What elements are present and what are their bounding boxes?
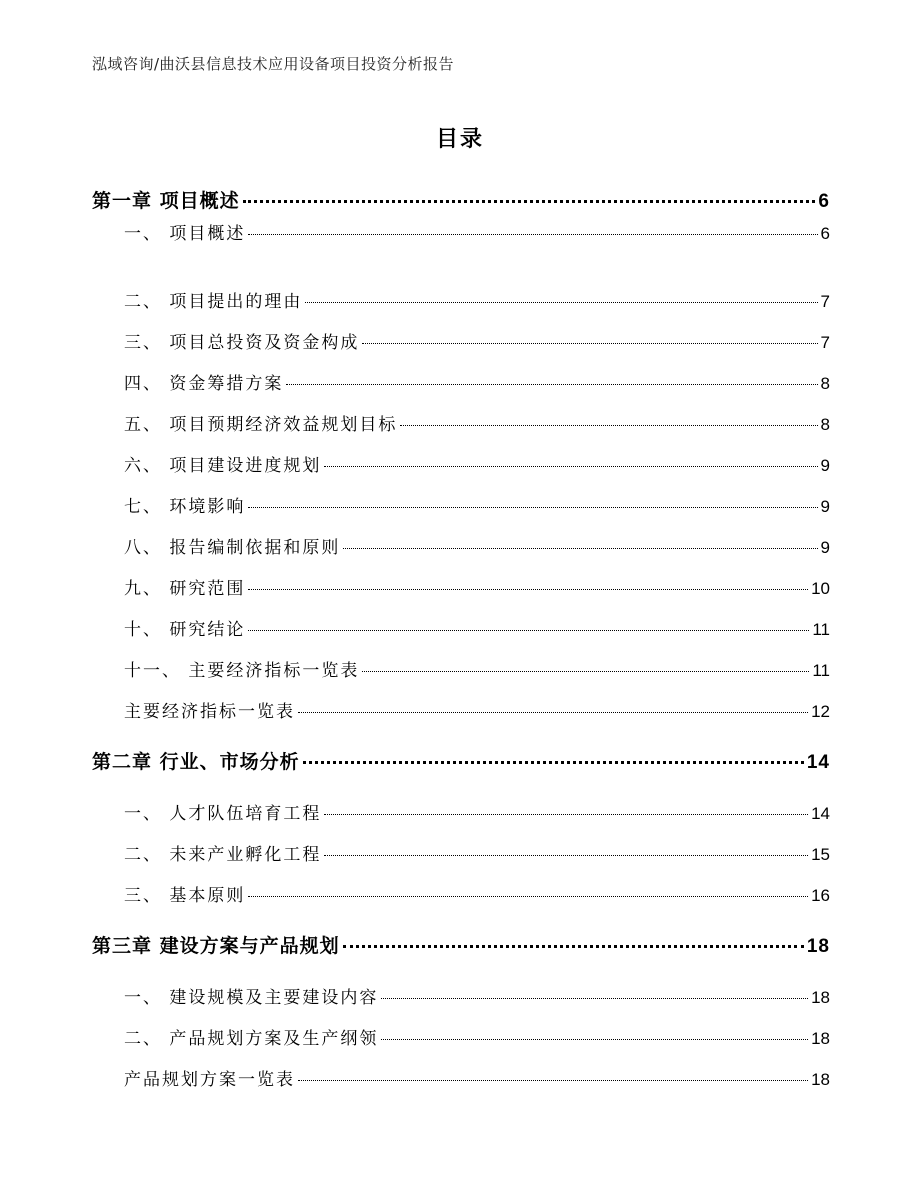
toc-page-number: 11 — [812, 620, 830, 639]
toc-leader-dots — [243, 199, 816, 203]
toc-leader-dots — [343, 547, 817, 549]
toc-page-number: 12 — [811, 702, 830, 721]
toc-page-number: 11 — [812, 661, 830, 680]
toc-page-number: 10 — [811, 579, 830, 598]
toc-page-number: 16 — [811, 886, 830, 905]
toc-leader-dots — [324, 854, 808, 856]
toc-entry-label: 一、 人才队伍培育工程 — [124, 804, 322, 824]
toc-page-number: 7 — [820, 333, 830, 352]
toc-section[interactable] — [124, 1065, 830, 1090]
toc-section[interactable] — [124, 369, 830, 394]
toc-chapter-2[interactable] — [92, 747, 830, 774]
toc-leader-dots — [248, 895, 808, 897]
toc-section[interactable] — [124, 219, 830, 244]
toc-leader-dots — [248, 629, 809, 631]
toc-leader-dots — [362, 342, 817, 344]
toc-entry-label: 第一章 项目概述 — [92, 190, 240, 212]
toc-section[interactable] — [124, 983, 830, 1008]
toc-leader-dots — [298, 711, 808, 713]
toc-section[interactable] — [124, 574, 830, 599]
toc-leader-dots — [248, 506, 817, 508]
toc-section[interactable] — [124, 533, 830, 558]
toc-page-number: 6 — [818, 191, 830, 212]
toc-page-number: 14 — [811, 804, 830, 823]
toc-entry-label: 三、 项目总投资及资金构成 — [124, 333, 360, 353]
toc-entry-label: 二、 未来产业孵化工程 — [124, 845, 322, 865]
toc-entry-label: 九、 研究范围 — [124, 579, 246, 599]
toc-leader-dots — [286, 383, 817, 385]
toc-leader-dots — [324, 465, 817, 467]
toc-page-number: 18 — [811, 1070, 830, 1089]
toc-leader-dots — [400, 424, 817, 426]
toc-entry-label: 三、 基本原则 — [124, 886, 246, 906]
toc-entry-label: 第二章 行业、市场分析 — [92, 751, 300, 773]
toc-page-number: 18 — [806, 936, 830, 957]
toc-section[interactable] — [124, 410, 830, 435]
toc-entry-label: 二、 项目提出的理由 — [124, 292, 303, 312]
toc-section[interactable] — [124, 328, 830, 353]
toc-section[interactable] — [124, 1024, 830, 1049]
toc-section[interactable] — [124, 656, 830, 681]
toc-entry-label: 一、 项目概述 — [124, 224, 246, 244]
toc-entry-label: 八、 报告编制依据和原则 — [124, 538, 341, 558]
toc-page-number: 9 — [820, 497, 830, 516]
toc-entry-label: 主要经济指标一览表 — [124, 702, 295, 722]
toc-page-number: 8 — [820, 415, 830, 434]
toc-page-number: 8 — [820, 374, 830, 393]
toc-leader-dots — [324, 813, 808, 815]
toc-page-number: 18 — [811, 1029, 830, 1048]
toc-entry-label: 六、 项目建设进度规划 — [124, 456, 322, 476]
toc-entry-label: 四、 资金筹措方案 — [124, 374, 284, 394]
toc-section[interactable] — [124, 615, 830, 640]
toc-section[interactable] — [124, 697, 830, 722]
toc-leader-dots — [362, 670, 809, 672]
toc-page-number: 9 — [820, 538, 830, 557]
toc-section[interactable] — [124, 287, 830, 312]
toc-entry-label: 七、 环境影响 — [124, 497, 246, 517]
toc-entry-label: 十、 研究结论 — [124, 620, 246, 640]
toc-entry-label: 第三章 建设方案与产品规划 — [92, 935, 340, 957]
toc-page-number: 9 — [820, 456, 830, 475]
toc-leader-dots — [381, 997, 808, 999]
toc-chapter-3[interactable] — [92, 931, 830, 958]
toc-leader-dots — [248, 233, 817, 235]
toc-leader-dots — [343, 944, 804, 948]
toc-leader-dots — [303, 760, 804, 764]
toc-entry-label: 产品规划方案一览表 — [124, 1070, 295, 1090]
toc-entry-label: 一、 建设规模及主要建设内容 — [124, 988, 379, 1008]
toc-leader-dots — [305, 301, 817, 303]
toc-title: 目录 — [435, 127, 484, 152]
toc-leader-dots — [381, 1038, 808, 1040]
toc-section[interactable] — [124, 799, 830, 824]
toc-leader-dots — [298, 1079, 808, 1081]
toc-section[interactable] — [124, 492, 830, 517]
toc-section[interactable] — [124, 840, 830, 865]
toc-chapter-1[interactable] — [92, 186, 830, 213]
toc-page-number: 6 — [820, 224, 830, 243]
toc-section[interactable] — [124, 451, 830, 476]
toc-page-number: 7 — [820, 292, 830, 311]
toc-page-number: 15 — [811, 845, 830, 864]
toc-page-number: 14 — [806, 752, 830, 773]
toc-entry-label: 十一、 主要经济指标一览表 — [124, 661, 360, 681]
toc-section[interactable] — [124, 881, 830, 906]
toc-page-number: 18 — [811, 988, 830, 1007]
toc-leader-dots — [248, 588, 808, 590]
toc-entry-label: 五、 项目预期经济效益规划目标 — [124, 415, 398, 435]
toc-entry-label: 二、 产品规划方案及生产纲领 — [124, 1029, 379, 1049]
page-header: 泓域咨询/曲沃县信息技术应用设备项目投资分析报告 — [92, 55, 455, 73]
